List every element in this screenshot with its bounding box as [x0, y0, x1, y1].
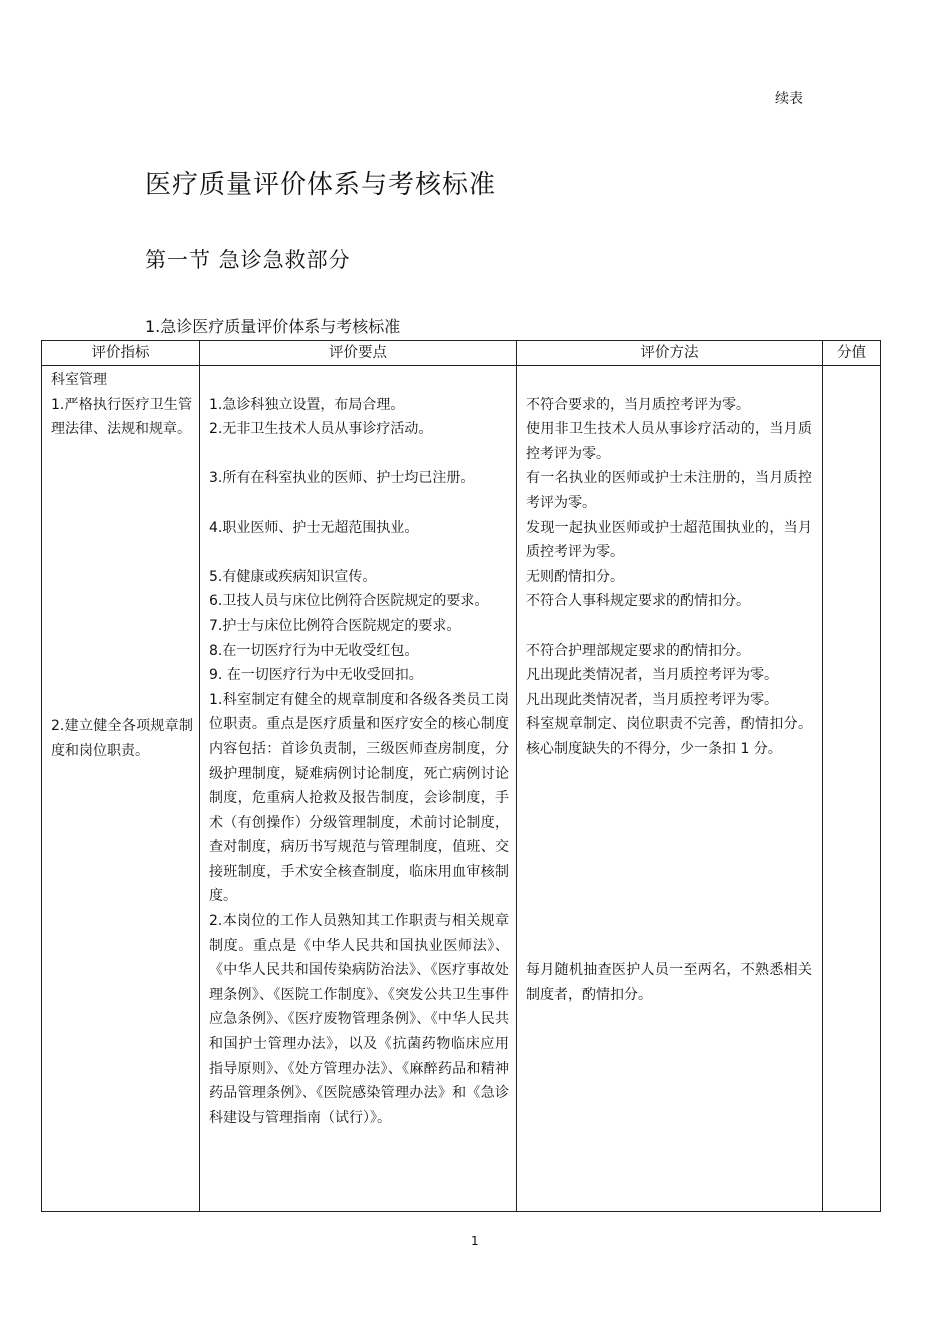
point-item: 1.科室制定有健全的规章制度和各级各类员工岗位职责。重点是医疗质量和医疗安全的核心制度内容包括：首诊负责制，三级医师查房制度，分级护理制度，疑难病例讨论制度，死亡病例讨论制度，危重病人抢救及报告制度，会诊制度，手术（有创操作）分级管理制度，术前讨论制度，查对制度，病历书写规范与管理制度，值班、交接班制度，手术安全核查制度，临床用血审核制度。 — [209, 691, 509, 905]
header-score: 分值 — [823, 341, 881, 366]
method-cell — [517, 366, 823, 1212]
indicator-item: 2.建立健全各项规章制度和岗位职责。 — [51, 718, 193, 759]
point-item: 5.有健康或疾病知识宣传。 — [209, 568, 377, 585]
point-item: 2.本岗位的工作人员熟知其工作职责与相关规章制度。重点是《中华人民共和国执业医师法》、《中华人民共和国传染病防治法》、《医疗事故处理条例》、《医院工作制度》、《突发公共卫生事件应急条例》、《医疗废物管理条例》、《中华人民共和国护士管理办法》，以及《抗菌药物临床应用指导原则》、《处方管理办法》、《麻醉药品和精神药品管理条例》、《医院感染管理办法》和《急诊科建设与管理指南（试行）》。 — [209, 913, 509, 1126]
point-item: 8.在一切医疗行为中无收受红包。 — [209, 642, 419, 659]
point-item: 6.卫技人员与床位比例符合医院规定的要求。 — [209, 593, 489, 610]
method-item: 每月随机抽查医护人员一至两名，不熟悉相关制度者，酌情扣分。 — [526, 962, 812, 1003]
score-cell — [823, 366, 881, 1212]
section-heading: 第一节 急诊急救部分 — [145, 248, 351, 272]
table-header-row — [42, 341, 881, 366]
header-method: 评价方法 — [517, 341, 823, 366]
point-item: 2.无非卫生技术人员从事诊疗活动。 — [209, 421, 433, 438]
table-row — [42, 366, 881, 1212]
indicator-item: 1.严格执行医疗卫生管理法律、法规和规章。 — [51, 396, 192, 438]
method-item: 不符合要求的，当月质控考评为零。 — [526, 396, 750, 413]
method-item: 科室规章制定、岗位职责不完善，酌情扣分。核心制度缺失的不得分，少一条扣 1 分。 — [526, 716, 812, 757]
method-item: 有一名执业的医师或护士未注册的，当月质控考评为零。 — [526, 470, 812, 511]
method-item: 凡出现此类情况者，当月质控考评为零。 — [526, 667, 778, 684]
points-cell — [200, 366, 517, 1212]
point-item: 3.所有在科室执业的医师、护士均已注册。 — [209, 470, 475, 487]
point-item: 1.急诊科独立设置，布局合理。 — [209, 396, 405, 413]
method-item: 发现一起执业医师或护士超范围执业的，当月质控考评为零。 — [526, 519, 812, 561]
evaluation-table — [41, 340, 881, 1212]
continued-label: 续表 — [775, 91, 803, 107]
document-title: 医疗质量评价体系与考核标准 — [145, 170, 497, 200]
indicator-category: 科室管理 — [51, 372, 107, 388]
table-caption: 1.急诊医疗质量评价体系与考核标准 — [145, 317, 401, 336]
header-points: 评价要点 — [200, 341, 517, 366]
header-indicator: 评价指标 — [42, 341, 200, 366]
point-item: 4.职业医师、护士无超范围执业。 — [209, 519, 419, 536]
method-item: 不符合人事科规定要求的酌情扣分。 — [526, 593, 750, 610]
page-number: 1 — [471, 1234, 479, 1248]
method-item: 无则酌情扣分。 — [526, 568, 624, 585]
method-item: 使用非卫生技术人员从事诊疗活动的，当月质控考评为零。 — [526, 421, 812, 462]
indicator-cell — [42, 366, 200, 1212]
method-item: 不符合护理部规定要求的酌情扣分。 — [526, 642, 750, 659]
point-item: 9. 在一切医疗行为中无收受回扣。 — [209, 667, 423, 684]
point-item: 7.护士与床位比例符合医院规定的要求。 — [209, 617, 461, 634]
method-item: 凡出现此类情况者，当月质控考评为零。 — [526, 691, 778, 708]
